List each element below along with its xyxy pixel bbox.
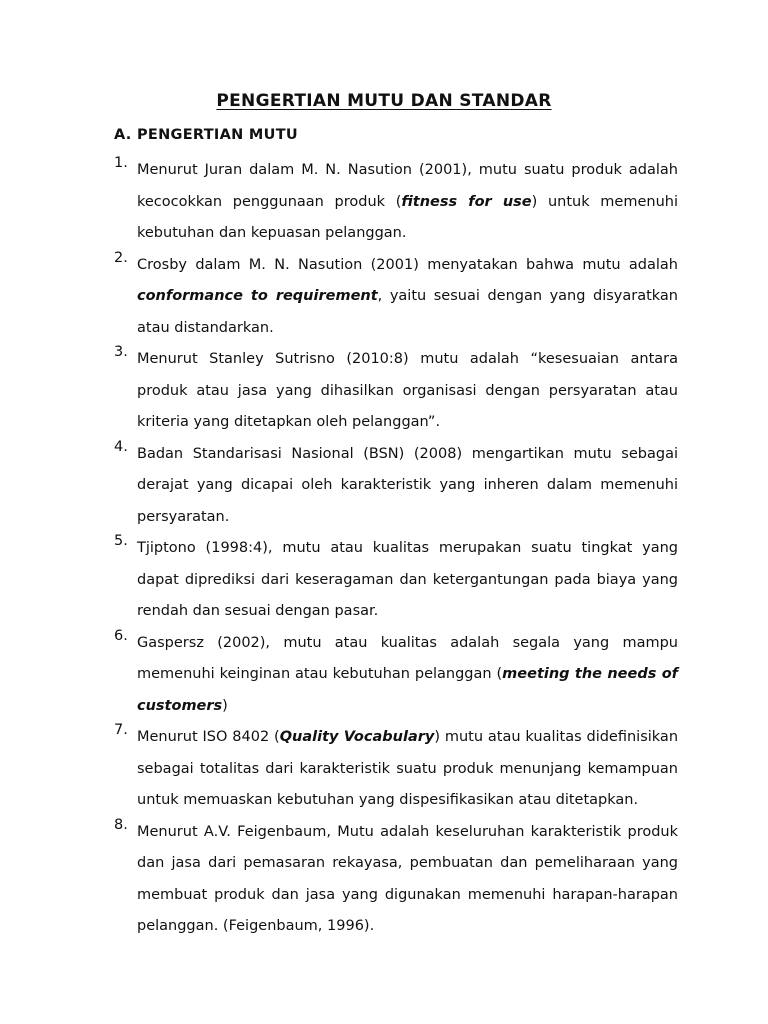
list-item	[114, 817, 678, 943]
item-number: 1.	[114, 155, 128, 171]
list-item	[114, 722, 678, 817]
list-item	[114, 155, 678, 250]
item-text: Crosby dalam M. N. Nasution (2001) menyatakan bahwa mutu adalah conformance to requirement, yaitu sesuai dengan yang disyaratkan atau distandarkan.	[137, 256, 678, 336]
item-number: 6.	[114, 627, 128, 644]
item-number: 5.	[114, 533, 128, 549]
item-text: Menurut A.V. Feigenbaum, Mutu adalah keseluruhan karakteristik produk dan jasa dari pemasaran rekayasa, pembuatan dan pemeliharaan yang membuat produk dan jasa yang digunakan memenuhi harapan-harapan pelanggan. (Feigenbaum, 1996).	[137, 823, 678, 934]
item-number: 4.	[114, 438, 128, 455]
document-title: PENGERTIAN MUTU DAN STANDAR	[216, 91, 552, 111]
item-text: Menurut ISO 8402 (Quality Vocabulary) mutu atau kualitas didefinisikan sebagai totalitas dari karakteristik suatu produk menunjang kemampuan untuk memuaskan kebutuhan yang dispesifikasikan atau ditetapkan.	[137, 729, 679, 808]
item-emphasis: fitness for use	[401, 193, 532, 210]
item-emphasis: Quality Vocabulary	[279, 729, 435, 745]
item-text: Gaspersz (2002), mutu atau kualitas adalah segala yang mampu memenuhi keinginan atau kebutuhan pelanggan (meeting the needs of customers)	[137, 634, 678, 714]
list-item	[114, 533, 678, 628]
item-number: 7.	[114, 722, 128, 738]
item-number: 3.	[114, 344, 128, 360]
item-emphasis: conformance to requirement	[137, 288, 378, 304]
section-heading: A. PENGERTIAN MUTU	[114, 127, 298, 143]
item-text: Badan Standarisasi Nasional (BSN) (2008) mengartikan mutu sebagai derajat yang dicapai oleh karakteristik yang inheren dalam memenuhi persyaratan.	[137, 445, 678, 525]
item-emphasis: meeting the needs of customers	[137, 666, 678, 714]
list-item	[114, 628, 678, 723]
item-number: 8.	[114, 816, 128, 833]
item-text: Menurut Juran dalam M. N. Nasution (2001), mutu suatu produk adalah kecocokkan penggunaan produk (fitness for use) untuk memenuhi kebutuhan dan kepuasan pelanggan.	[137, 162, 678, 241]
list-item	[114, 344, 678, 439]
item-text: Menurut Stanley Sutrisno (2010:8) mutu adalah “kesesuaian antara produk atau jasa yang dihasilkan organisasi dengan persyaratan atau kriteria yang ditetapkan oleh pelanggan”.	[137, 351, 678, 430]
item-number: 2.	[114, 249, 128, 266]
definition-list	[114, 155, 678, 943]
list-item	[114, 439, 678, 534]
item-text: Tjiptono (1998:4), mutu atau kualitas merupakan suatu tingkat yang dapat diprediksi dari keseragaman dan ketergantungan pada biaya yang rendah dan sesuai dengan pasar.	[137, 540, 678, 619]
list-item	[114, 250, 678, 345]
